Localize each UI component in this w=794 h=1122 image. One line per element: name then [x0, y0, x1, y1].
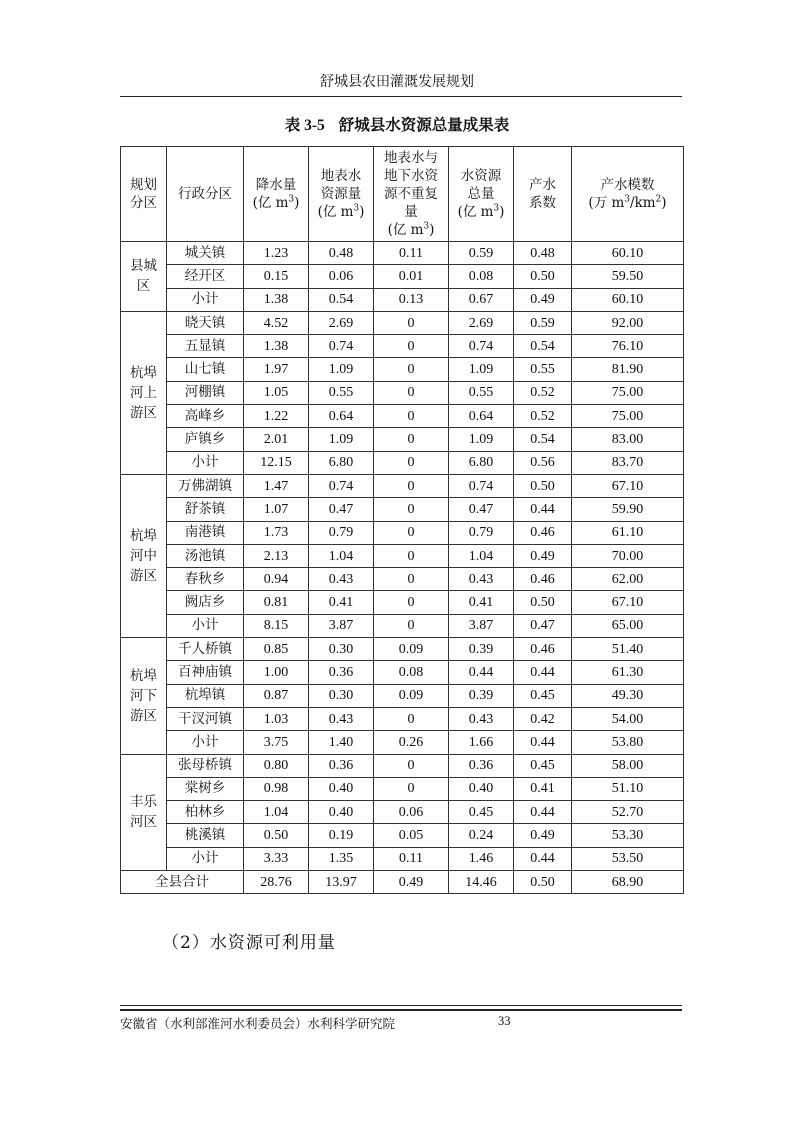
precip-cell: 1.00: [244, 661, 309, 684]
surface-cell: 0.30: [309, 684, 374, 707]
surface-cell: 0.30: [309, 638, 374, 661]
table-row: [121, 335, 684, 358]
district-cell: 万佛湖镇: [167, 474, 244, 497]
page-number: 33: [498, 1014, 511, 1028]
table-row: [121, 358, 684, 381]
precip-cell: 4.52: [244, 311, 309, 334]
modulus-cell: 53.30: [572, 824, 684, 847]
modulus-cell: 52.70: [572, 801, 684, 824]
coefficient-cell: 0.55: [514, 358, 572, 381]
surface-total-cell: 13.97: [309, 871, 374, 894]
modulus-cell: 83.00: [572, 428, 684, 451]
district-cell: 山七镇: [167, 358, 244, 381]
nonrepeat-cell: 0.11: [374, 242, 449, 265]
precip-cell: 8.15: [244, 614, 309, 637]
nonrepeat-cell: 0: [374, 591, 449, 614]
total-cell: 0.39: [449, 638, 514, 661]
nonrepeat-cell: 0: [374, 405, 449, 428]
water-resources-table: [120, 146, 684, 894]
coefficient-cell: 0.49: [514, 824, 572, 847]
table-header-row: [121, 147, 684, 242]
precip-cell: 0.50: [244, 824, 309, 847]
modulus-cell: 65.00: [572, 614, 684, 637]
coefficient-cell: 0.54: [514, 428, 572, 451]
table-row: [121, 707, 684, 730]
modulus-cell: 62.00: [572, 568, 684, 591]
total-cell: 0.64: [449, 405, 514, 428]
coefficient-cell: 0.49: [514, 544, 572, 567]
coefficient-cell: 0.50: [514, 591, 572, 614]
surface-cell: 0.40: [309, 801, 374, 824]
surface-cell: 0.74: [309, 335, 374, 358]
district-cell: 杭埠镇: [167, 684, 244, 707]
nonrepeat-cell: 0.09: [374, 684, 449, 707]
coefficient-cell: 0.59: [514, 311, 572, 334]
total-cell: 0.45: [449, 801, 514, 824]
modulus-cell: 60.10: [572, 288, 684, 311]
coefficient-cell: 0.47: [514, 614, 572, 637]
footer-rule: [120, 1005, 682, 1006]
table-row: [121, 265, 684, 288]
table-title: 舒城县水资源总量成果表: [338, 116, 510, 134]
table-row: [121, 684, 684, 707]
coefficient-cell: 0.44: [514, 731, 572, 754]
surface-cell: 1.40: [309, 731, 374, 754]
table-row: [121, 801, 684, 824]
nonrepeat-cell: 0: [374, 754, 449, 777]
total-cell: 0.43: [449, 707, 514, 730]
region-cell: 杭埠 河中 游区: [121, 474, 167, 637]
nonrepeat-cell: 0: [374, 614, 449, 637]
table-row: [121, 242, 684, 265]
precip-cell: 1.07: [244, 498, 309, 521]
district-cell: 高峰乡: [167, 405, 244, 428]
modulus-cell: 81.90: [572, 358, 684, 381]
total-label: 全县合计: [121, 871, 244, 894]
total-cell: 0.41: [449, 591, 514, 614]
district-cell: 舒茶镇: [167, 498, 244, 521]
col-header-nonrepeat: 地表水与 地下水资 源不重复 量 (亿 $m^3$): [374, 147, 449, 242]
district-cell: 桃溪镇: [167, 824, 244, 847]
modulus-cell: 51.10: [572, 777, 684, 800]
table-row: [121, 591, 684, 614]
table-row: [121, 777, 684, 800]
precip-cell: 0.85: [244, 638, 309, 661]
footer-rule-thick: [120, 1009, 682, 1011]
surface-cell: 2.69: [309, 311, 374, 334]
surface-cell: 0.64: [309, 405, 374, 428]
nonrepeat-cell: 0: [374, 381, 449, 404]
surface-cell: 0.47: [309, 498, 374, 521]
footer-organization: 安徽省（水利部淮河水利委员会）水利科学研究院: [120, 1016, 396, 1031]
coefficient-cell: 0.46: [514, 521, 572, 544]
col-header-surface: 地表水 资源量 (亿 $m^3$): [309, 147, 374, 242]
precip-cell: 12.15: [244, 451, 309, 474]
district-cell: 百神庙镇: [167, 661, 244, 684]
precip-cell: 1.47: [244, 474, 309, 497]
district-cell: 晓天镇: [167, 311, 244, 334]
district-cell: 经开区: [167, 265, 244, 288]
surface-cell: 1.09: [309, 358, 374, 381]
table-row: [121, 474, 684, 497]
running-header: 舒城县农田灌溉发展规划: [320, 74, 474, 90]
table-row: [121, 498, 684, 521]
modulus-cell: 83.70: [572, 451, 684, 474]
precip-cell: 1.38: [244, 288, 309, 311]
district-cell: 棠树乡: [167, 777, 244, 800]
nonrepeat-cell: 0: [374, 568, 449, 591]
nonrepeat-cell: 0.06: [374, 801, 449, 824]
district-cell: 小计: [167, 731, 244, 754]
nonrepeat-cell: 0: [374, 428, 449, 451]
coefficient-cell: 0.44: [514, 661, 572, 684]
table-row: [121, 731, 684, 754]
nonrepeat-cell: 0.11: [374, 847, 449, 870]
precip-cell: 1.22: [244, 405, 309, 428]
nonrepeat-cell: 0: [374, 474, 449, 497]
district-cell: 小计: [167, 614, 244, 637]
modulus-cell: 54.00: [572, 707, 684, 730]
precip-cell: 0.87: [244, 684, 309, 707]
surface-cell: 0.43: [309, 707, 374, 730]
nonrepeat-cell: 0.13: [374, 288, 449, 311]
surface-cell: 0.48: [309, 242, 374, 265]
modulus-cell: 59.50: [572, 265, 684, 288]
table-row: [121, 754, 684, 777]
modulus-cell: 59.90: [572, 498, 684, 521]
table-number: 表 3-5: [284, 117, 325, 134]
district-cell: 小计: [167, 288, 244, 311]
modulus-cell: 60.10: [572, 242, 684, 265]
total-cell: 0.36: [449, 754, 514, 777]
surface-cell: 1.04: [309, 544, 374, 567]
coefficient-cell: 0.48: [514, 242, 572, 265]
modulus-cell: 75.00: [572, 381, 684, 404]
surface-cell: 0.41: [309, 591, 374, 614]
total-cell: 1.66: [449, 731, 514, 754]
header-rule: [120, 96, 682, 97]
table-row: [121, 381, 684, 404]
modulus-cell: 70.00: [572, 544, 684, 567]
region-cell: 丰乐 河区: [121, 754, 167, 870]
coefficient-cell: 0.41: [514, 777, 572, 800]
total-cell: 1.46: [449, 847, 514, 870]
district-cell: 庐镇乡: [167, 428, 244, 451]
surface-cell: 0.36: [309, 661, 374, 684]
coefficient-cell: 0.46: [514, 568, 572, 591]
table-row: [121, 544, 684, 567]
total-cell: 1.04: [449, 544, 514, 567]
modulus-cell: 76.10: [572, 335, 684, 358]
precip-cell: 1.73: [244, 521, 309, 544]
total-cell: 0.74: [449, 474, 514, 497]
region-cell: 县城 区: [121, 242, 167, 312]
total-cell: 3.87: [449, 614, 514, 637]
total-cell: 0.44: [449, 661, 514, 684]
district-cell: 干汊河镇: [167, 707, 244, 730]
district-cell: 千人桥镇: [167, 638, 244, 661]
nonrepeat-cell: 0: [374, 498, 449, 521]
table-row: [121, 824, 684, 847]
col-header-coefficient: 产水 系数: [514, 147, 572, 242]
precip-cell: 1.97: [244, 358, 309, 381]
precip-cell: 3.33: [244, 847, 309, 870]
nonrepeat-cell: 0: [374, 358, 449, 381]
district-cell: 五显镇: [167, 335, 244, 358]
section-heading: （2）水资源可利用量: [162, 933, 336, 953]
nonrepeat-cell: 0: [374, 311, 449, 334]
col-header-region: 规划 分区: [121, 147, 167, 242]
surface-cell: 1.09: [309, 428, 374, 451]
coefficient-cell: 0.49: [514, 288, 572, 311]
total-cell: 0.47: [449, 498, 514, 521]
district-cell: 阙店乡: [167, 591, 244, 614]
coefficient-cell: 0.54: [514, 335, 572, 358]
precip-cell: 1.05: [244, 381, 309, 404]
coefficient-cell: 0.50: [514, 265, 572, 288]
precip-cell: 0.94: [244, 568, 309, 591]
precip-cell: 2.13: [244, 544, 309, 567]
total-cell: 0.67: [449, 288, 514, 311]
total-cell: 6.80: [449, 451, 514, 474]
table-row: [121, 428, 684, 451]
surface-cell: 3.87: [309, 614, 374, 637]
total-cell: 0.40: [449, 777, 514, 800]
total-cell: 1.09: [449, 358, 514, 381]
table-row: [121, 451, 684, 474]
surface-cell: 1.35: [309, 847, 374, 870]
table-row: [121, 661, 684, 684]
precip-cell: 1.23: [244, 242, 309, 265]
table-row: [121, 568, 684, 591]
surface-cell: 0.36: [309, 754, 374, 777]
precip-cell: 1.38: [244, 335, 309, 358]
coefficient-cell: 0.50: [514, 474, 572, 497]
precip-cell: 1.03: [244, 707, 309, 730]
precip-total-cell: 28.76: [244, 871, 309, 894]
surface-cell: 0.54: [309, 288, 374, 311]
nonrepeat-cell: 0: [374, 451, 449, 474]
coefficient-cell: 0.44: [514, 498, 572, 521]
nonrepeat-cell: 0: [374, 335, 449, 358]
modulus-total-cell: 68.90: [572, 871, 684, 894]
precip-cell: 0.81: [244, 591, 309, 614]
table-row: [121, 638, 684, 661]
table-row: [121, 288, 684, 311]
total-cell: 0.43: [449, 568, 514, 591]
modulus-cell: 61.30: [572, 661, 684, 684]
table-row: [121, 847, 684, 870]
precip-cell: 0.15: [244, 265, 309, 288]
coefficient-total-cell: 0.50: [514, 871, 572, 894]
nonrepeat-cell: 0: [374, 521, 449, 544]
coefficient-cell: 0.44: [514, 847, 572, 870]
surface-cell: 0.19: [309, 824, 374, 847]
district-cell: 小计: [167, 847, 244, 870]
modulus-cell: 92.00: [572, 311, 684, 334]
nonrepeat-cell: 0.09: [374, 638, 449, 661]
surface-cell: 0.55: [309, 381, 374, 404]
nonrepeat-cell: 0: [374, 777, 449, 800]
coefficient-cell: 0.42: [514, 707, 572, 730]
modulus-cell: 49.30: [572, 684, 684, 707]
coefficient-cell: 0.45: [514, 754, 572, 777]
modulus-cell: 67.10: [572, 474, 684, 497]
total-cell: 2.69: [449, 311, 514, 334]
total-cell: 0.08: [449, 265, 514, 288]
precip-cell: 1.04: [244, 801, 309, 824]
table-row: [121, 614, 684, 637]
col-header-precip: 降水量 (亿 $m^3$): [244, 147, 309, 242]
nonrepeat-cell: 0: [374, 707, 449, 730]
district-cell: 汤池镇: [167, 544, 244, 567]
surface-cell: 0.06: [309, 265, 374, 288]
modulus-cell: 53.50: [572, 847, 684, 870]
modulus-cell: 51.40: [572, 638, 684, 661]
nonrepeat-cell: 0: [374, 544, 449, 567]
total-cell: 0.79: [449, 521, 514, 544]
nonrepeat-total-cell: 0.49: [374, 871, 449, 894]
precip-cell: 0.98: [244, 777, 309, 800]
total-cell: 1.09: [449, 428, 514, 451]
region-cell: 杭埠 河上 游区: [121, 311, 167, 474]
col-header-total: 水资源 总量 (亿 $m^3$): [449, 147, 514, 242]
modulus-cell: 75.00: [572, 405, 684, 428]
district-cell: 南港镇: [167, 521, 244, 544]
coefficient-cell: 0.52: [514, 405, 572, 428]
coefficient-cell: 0.45: [514, 684, 572, 707]
modulus-cell: 53.80: [572, 731, 684, 754]
modulus-cell: 58.00: [572, 754, 684, 777]
total-cell: 0.55: [449, 381, 514, 404]
table-body: [121, 242, 684, 894]
total-row: [121, 871, 684, 894]
surface-cell: 0.43: [309, 568, 374, 591]
coefficient-cell: 0.56: [514, 451, 572, 474]
total-cell: 0.39: [449, 684, 514, 707]
precip-cell: 3.75: [244, 731, 309, 754]
district-cell: 小计: [167, 451, 244, 474]
district-cell: 河棚镇: [167, 381, 244, 404]
table-row: [121, 521, 684, 544]
district-cell: 张母桥镇: [167, 754, 244, 777]
precip-cell: 0.80: [244, 754, 309, 777]
district-cell: 春秋乡: [167, 568, 244, 591]
coefficient-cell: 0.44: [514, 801, 572, 824]
total-cell: 0.59: [449, 242, 514, 265]
modulus-cell: 67.10: [572, 591, 684, 614]
modulus-cell: 61.10: [572, 521, 684, 544]
total-cell: 0.74: [449, 335, 514, 358]
nonrepeat-cell: 0.05: [374, 824, 449, 847]
district-cell: 柏林乡: [167, 801, 244, 824]
surface-cell: 6.80: [309, 451, 374, 474]
region-cell: 杭埠 河下 游区: [121, 638, 167, 754]
district-cell: 城关镇: [167, 242, 244, 265]
nonrepeat-cell: 0.08: [374, 661, 449, 684]
total-total-cell: 14.46: [449, 871, 514, 894]
col-header-modulus: 产水模数 (万 $m^3/km^2$): [572, 147, 684, 242]
table-row: [121, 311, 684, 334]
col-header-district: 行政分区: [167, 147, 244, 242]
nonrepeat-cell: 0.26: [374, 731, 449, 754]
table-caption: [0, 113, 794, 135]
coefficient-cell: 0.52: [514, 381, 572, 404]
nonrepeat-cell: 0.01: [374, 265, 449, 288]
surface-cell: 0.79: [309, 521, 374, 544]
surface-cell: 0.40: [309, 777, 374, 800]
precip-cell: 2.01: [244, 428, 309, 451]
coefficient-cell: 0.46: [514, 638, 572, 661]
total-cell: 0.24: [449, 824, 514, 847]
surface-cell: 0.74: [309, 474, 374, 497]
table-row: [121, 405, 684, 428]
